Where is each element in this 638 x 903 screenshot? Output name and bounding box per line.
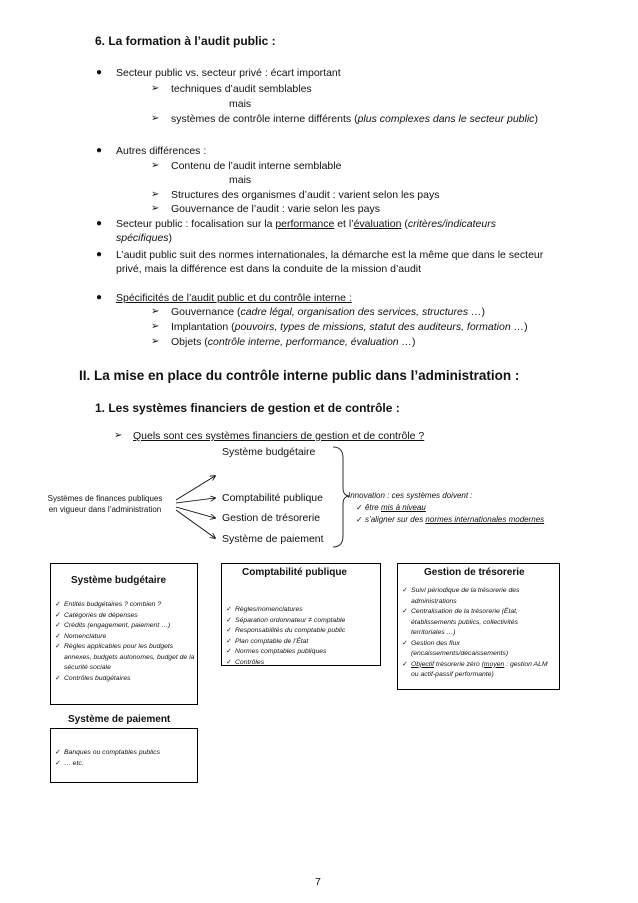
- arrow-bullet-icon: ➢: [151, 113, 160, 124]
- box-list: [402, 586, 552, 681]
- innovation-item: ✓ s’aligner sur des normes internationales modernes: [356, 515, 545, 524]
- connector-text: mais: [229, 98, 252, 110]
- bullet-text-cont: privé, mais la différence est dans la conduite de la mission d’audit: [116, 263, 422, 275]
- arrow-budget: [176, 476, 215, 500]
- box-list: [226, 605, 381, 668]
- box-list: [55, 600, 195, 684]
- arrow-bullet-icon: ➢: [151, 306, 160, 317]
- list-item: ✓ Entités budgétaires ? combien ?: [55, 600, 195, 611]
- sub-bullet-text: Gouvernance (cadre légal, organisation des services, structures …): [171, 306, 485, 318]
- bullet-text: Secteur public : focalisation sur la performance et l’évaluation (critères/indicateurs: [116, 218, 496, 230]
- page-number: 7: [315, 876, 321, 888]
- list-item: ✓ Nomenclature: [55, 632, 195, 643]
- innovation-title: Innovation : ces systèmes doivent :: [348, 491, 473, 500]
- list-item: ✓ Règles applicables pour les budgets annexes, budgets autonomes, budget de la sécurité sociale: [55, 642, 195, 674]
- diagram-item: Comptabilité publique: [222, 492, 323, 504]
- subsection-1-title: 1. Les systèmes financiers de gestion et de contrôle :: [95, 401, 400, 415]
- bullet-icon: ●: [96, 249, 103, 260]
- arrow-paiement: [176, 510, 215, 538]
- arrow-bullet-icon: ➢: [114, 430, 123, 441]
- question-text: Quels sont ces systèmes financiers de gestion et de contrôle ?: [133, 430, 425, 442]
- list-item: ✓ Responsabilités du comptable public: [226, 626, 381, 637]
- bullet-text: Autres différences :: [116, 145, 207, 157]
- section-6-title: 6. La formation à l’audit public :: [95, 34, 276, 48]
- bullet-icon: ●: [96, 67, 103, 78]
- list-item: ✓ Gestion des flux (encaissements/décaissements): [402, 639, 552, 660]
- arrow-compta: [176, 498, 215, 503]
- sub-bullet-text: systèmes de contrôle interne différents (plus complexes dans le secteur public): [171, 113, 538, 125]
- bullet-icon: ●: [96, 145, 103, 156]
- box-systeme-budgetaire: [50, 563, 198, 705]
- sub-bullet-text: Implantation (pouvoirs, types de missions, statut des auditeurs, formation …): [171, 321, 528, 333]
- box-gestion-tresorerie: [397, 563, 560, 690]
- sub-bullet-text: Objets (contrôle interne, performance, évaluation …): [171, 336, 416, 348]
- section-2-title: II. La mise en place du contrôle interne public dans l’administration :: [79, 368, 520, 383]
- check-icon: ✓: [356, 503, 363, 512]
- box-comptabilite-publique: [221, 563, 381, 666]
- list-item: ✓ Catégories de dépenses: [55, 611, 195, 622]
- diagram-item: Système de paiement: [222, 533, 324, 545]
- connector-text: mais: [229, 174, 252, 186]
- list-item: ✓ Règles/nomenclatures: [226, 605, 381, 616]
- box-title: Système budgétaire: [71, 575, 167, 586]
- arrow-bullet-icon: ➢: [151, 160, 160, 171]
- sub-bullet-text: Structures des organismes d’audit : varient selon les pays: [171, 189, 440, 201]
- list-item: ✓ Objectif trésorerie zéro (moyen : gestion ALM ou actif-passif performante): [402, 660, 552, 681]
- arrow-bullet-icon: ➢: [151, 321, 160, 332]
- arrow-bullet-icon: ➢: [151, 336, 160, 347]
- bullet-text: Spécificités de l’audit public et du contrôle interne :: [116, 292, 352, 304]
- list-item: ✓ Crédits (engagement, paiement …): [55, 621, 195, 632]
- list-item: ✓ Normes comptables publiques: [226, 647, 381, 658]
- bullet-icon: ●: [96, 218, 103, 229]
- diagram-item: Système budgétaire: [222, 446, 316, 458]
- list-item: ✓ Plan comptable de l’État: [226, 637, 381, 648]
- check-icon: ✓: [356, 515, 363, 524]
- diagram-item: Gestion de trésorerie: [222, 512, 321, 524]
- list-item: ✓ Centralisation de la trésorerie (État, établissements publics, collectivités territoriales …): [402, 607, 552, 639]
- box-list: [55, 748, 195, 769]
- list-item: ✓ Séparation ordonnateur ≠ comptable: [226, 616, 381, 627]
- box-title-paiement: Système de paiement: [68, 714, 171, 725]
- list-item: ✓ … etc.: [55, 759, 195, 770]
- bullet-text: Secteur public vs. secteur privé : écart important: [116, 67, 341, 79]
- box-systeme-paiement: [50, 728, 198, 783]
- list-item: ✓ Contrôles budgétaires: [55, 674, 195, 685]
- bullet-icon: ●: [96, 292, 103, 303]
- sub-bullet-text: Gouvernance de l’audit : varie selon les pays: [171, 203, 380, 215]
- bullet-text-cont: spécifiques): [116, 232, 173, 244]
- list-item: ✓ Banques ou comptables publics: [55, 748, 195, 759]
- arrow-bullet-icon: ➢: [151, 83, 160, 94]
- arrow-treso: [176, 507, 215, 518]
- diagram-left-label: Systèmes de finances publiques en vigueur dans l’administration: [47, 494, 163, 514]
- box-title: Comptabilité publique: [242, 567, 347, 578]
- sub-bullet-text: Contenu de l’audit interne semblable: [171, 160, 342, 172]
- arrow-bullet-icon: ➢: [151, 203, 160, 214]
- innovation-item: ✓ être mis à niveau: [356, 503, 426, 512]
- box-title: Gestion de trésorerie: [424, 567, 525, 578]
- sub-bullet-text: techniques d’audit semblables: [171, 83, 312, 95]
- bullet-text: L’audit public suit des normes internationales, la démarche est la même que dans le secteur: [116, 249, 544, 261]
- list-item: ✓ Contrôles: [226, 658, 381, 669]
- arrow-bullet-icon: ➢: [151, 189, 160, 200]
- list-item: ✓ Suivi périodique de la trésorerie des administrations: [402, 586, 552, 607]
